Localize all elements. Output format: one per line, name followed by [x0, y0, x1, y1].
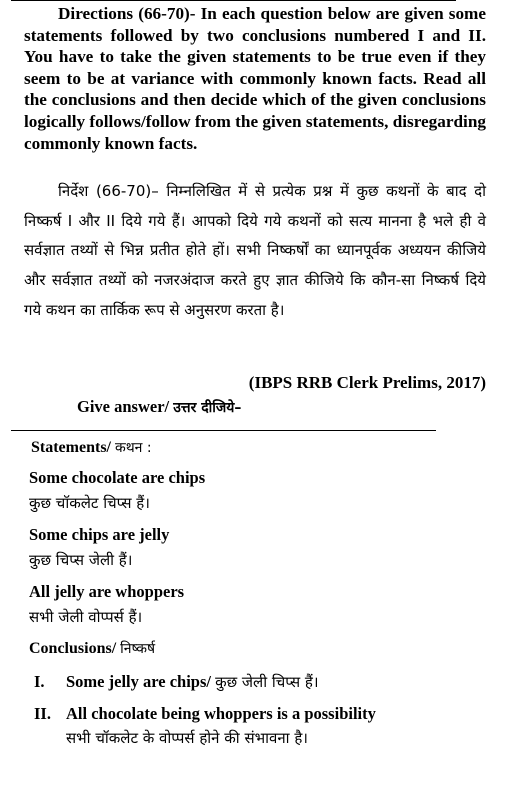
give-answer-hindi: उत्तर दीजिये–	[173, 400, 242, 416]
statements-label-english: Statements/	[31, 439, 115, 456]
directions-english: Directions (66-70)- In each question below are given some statements followed by two conclusions numbered I and II. You have to take the given statements to be true even if they seem to be at variance with commonly known facts. Read all the conclusions and then decide which of the given conclusions logically follows/follow from the given statements, disregarding commonly known facts.	[24, 4, 486, 153]
give-answer-line	[77, 396, 241, 419]
conclusion-1-hindi: कुछ जेली चिप्स हैं।	[215, 673, 319, 691]
give-answer-english: Give answer/	[77, 397, 174, 416]
exam-source: (IBPS RRB Clerk Prelims, 2017)	[248, 373, 486, 392]
statement-2-hindi: कुछ चिप्स जेली हैं।	[29, 551, 133, 569]
conclusion-2-number: II.	[34, 704, 51, 723]
section-divider	[11, 430, 436, 431]
statements-label-hindi: कथन :	[114, 440, 152, 456]
statements-label	[31, 437, 152, 459]
conclusion-2-hindi: सभी चॉकलेट के वोप्पर्स होने की संभावना है।	[66, 729, 308, 747]
conclusion-2-english: All chocolate being whoppers is a possibility	[66, 704, 376, 723]
conclusions-label	[29, 638, 155, 660]
conclusion-1-text	[66, 671, 319, 693]
directions-hindi: निर्देश (66-70)– निम्नलिखित में से प्रत्येक प्रश्न में कुछ कथनों के बाद दो निष्कर्ष I और II दिये गये हैं। आपको दिये गये कथनों को सत्य मानना है भले ही वे सर्वज्ञात तथ्यों से भिन्न प्रतीत होते हों। सभी निष्कर्षों का ध्यानपूर्वक अध्ययन कीजिये और सर्वज्ञात तथ्यों को नजरअंदाज करते हुए ज्ञात कीजिये कि कौन-सा निष्कर्ष दिये गये कथन का तार्किक रूप से अनुसरण करता है।	[24, 182, 486, 319]
conclusions-label-hindi: निष्कर्ष	[120, 641, 156, 657]
conclusion-1-english: Some jelly are chips/	[66, 672, 216, 691]
top-divider	[11, 0, 456, 1]
statement-2-english: Some chips are jelly	[29, 525, 170, 544]
conclusion-1-number: I.	[34, 672, 45, 691]
statement-3-english: All jelly are whoppers	[29, 582, 185, 601]
statement-3-hindi: सभी जेली वोप्पर्स हैं।	[29, 608, 143, 626]
conclusions-label-english: Conclusions/	[29, 640, 121, 657]
statement-1-hindi: कुछ चॉकलेट चिप्स हैं।	[29, 494, 150, 512]
statement-1-english: Some chocolate are chips	[29, 468, 206, 487]
